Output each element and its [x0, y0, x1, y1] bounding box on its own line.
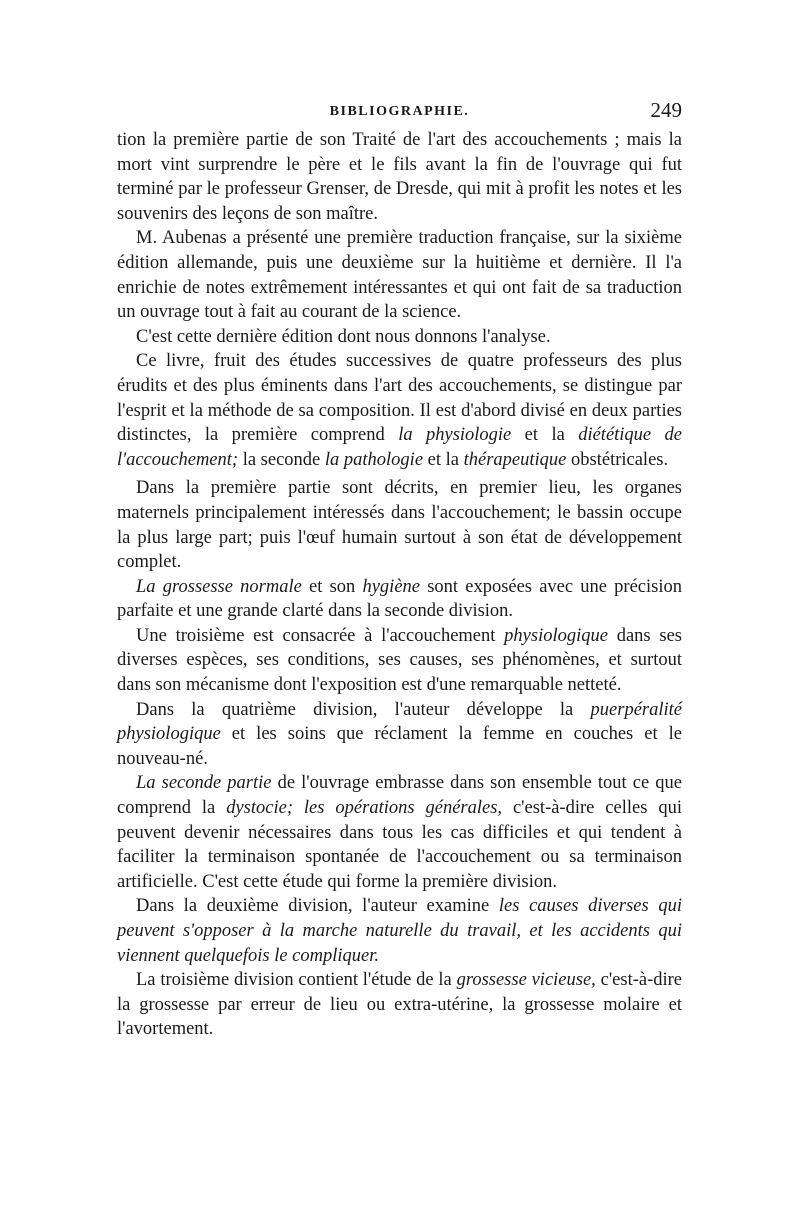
- italic-text: la pathologie: [324, 449, 424, 470]
- text-segment: Une troisième est consacrée à l'accouchement: [136, 625, 505, 646]
- text-segment: Dans la première partie sont décrits, en premier lieu, les organes maternels principalement intéressés dans l'accouchement; le bassin occupe la plus large part; puis l'œuf humain surtout à son état de développement complet.: [117, 478, 682, 573]
- text-segment: M. Aubenas a présenté une première traduction française, sur la sixième édition allemande, puis une deuxième sur la huitième et dernière. Il l'a enrichie de notes extrêmement intéressantes et qui ont fait de sa traduction un ouvrage tout à fait au courant de la science.: [117, 228, 682, 323]
- text-segment: tion la première partie de son Traité de l'art des accouchements ; mais la mort vint surprendre le père et le fils avant la fin de l'ouvrage qui fut terminé par le professeur Grenser, de Dresde, qui mit à profit les notes et les souvenirs des leçons de son maître.: [117, 130, 682, 224]
- italic-text: diététique de l'accouchement;: [117, 425, 683, 470]
- paragraph: [117, 349, 682, 472]
- text-segment: dans ses diverses espèces, ses conditions, ses causes, ses phénomènes, et surtout dans son mécanisme dont l'exposition est d'une remarquable netteté.: [117, 625, 682, 696]
- paragraph: [117, 325, 682, 350]
- italic-text: grossesse vicieuse,: [456, 970, 596, 991]
- text-segment: Dans la deuxième division, l'auteur examine: [136, 896, 499, 917]
- text-segment: la seconde: [238, 449, 325, 470]
- italic-text: puerpéralité physiologique: [117, 699, 682, 745]
- text-segment: c'est-à-dire celles qui peuvent devenir nécessaires dans tous les cas difficiles et qui tendent à faciliter la terminaison spontanée de l'accouchement ou sa terminaison artificielle. C'est cette étude qui forme la première division.: [117, 798, 682, 892]
- paragraph: [117, 226, 682, 324]
- italic-text: La seconde partie: [136, 773, 272, 794]
- text-segment: sont exposées avec une précision parfaite et une grande clarté dans la seconde division.: [117, 576, 682, 622]
- text-segment: La troisième division contient l'étude de la: [136, 970, 457, 991]
- italic-text: physiologique: [504, 625, 608, 646]
- paragraph: [117, 575, 682, 624]
- paragraph: [117, 698, 682, 772]
- running-title: BIBLIOGRAPHIE.: [329, 104, 470, 119]
- paragraph: [117, 968, 682, 1042]
- paragraph: [117, 624, 682, 698]
- text-segment: Dans la quatrième division, l'auteur développe la: [136, 699, 591, 720]
- italic-text: dystocie; les opérations générales,: [226, 798, 503, 819]
- text-segment: obstétricales.: [566, 449, 669, 470]
- italic-text: la physiologie: [398, 425, 512, 446]
- running-header: [117, 98, 682, 126]
- text-segment: C'est cette dernière édition dont nous donnons l'analyse.: [136, 326, 551, 347]
- text-segment: et les soins que réclament la femme en couches et le nouveau-né.: [117, 724, 682, 769]
- text-segment: et la: [423, 449, 464, 470]
- italic-text: les causes diverses qui peuvent s'opposer à la marche naturelle du travail, et les accidents qui viennent quelquefois le compliquer.: [117, 896, 682, 966]
- page-number: 249: [650, 98, 682, 122]
- body-text: [117, 128, 682, 1042]
- italic-text: La grossesse normale: [136, 576, 302, 597]
- text-segment: de l'ouvrage embrasse dans son ensemble tout ce que comprend la: [117, 773, 682, 819]
- italic-text: hygiène: [362, 576, 420, 597]
- paragraph: [117, 894, 682, 968]
- paragraph: [117, 476, 682, 574]
- paragraph: [117, 771, 682, 894]
- text-segment: Ce livre, fruit des études successives de quatre professeurs des plus érudits et des plus éminents dans l'art des accouchements, se distingue par l'esprit et la méthode de sa composition. Il est d'abord divisé en deux parties distinctes, la première comprend: [117, 351, 682, 446]
- italic-text: thérapeutique: [463, 449, 567, 470]
- text-segment: et la: [511, 425, 579, 446]
- paragraph: [117, 128, 682, 226]
- text-segment: et son: [301, 576, 363, 597]
- text-segment: c'est-à-dire la grossesse par erreur de lieu ou extra-utérine, la grossesse molaire et l'avortement.: [117, 970, 683, 1040]
